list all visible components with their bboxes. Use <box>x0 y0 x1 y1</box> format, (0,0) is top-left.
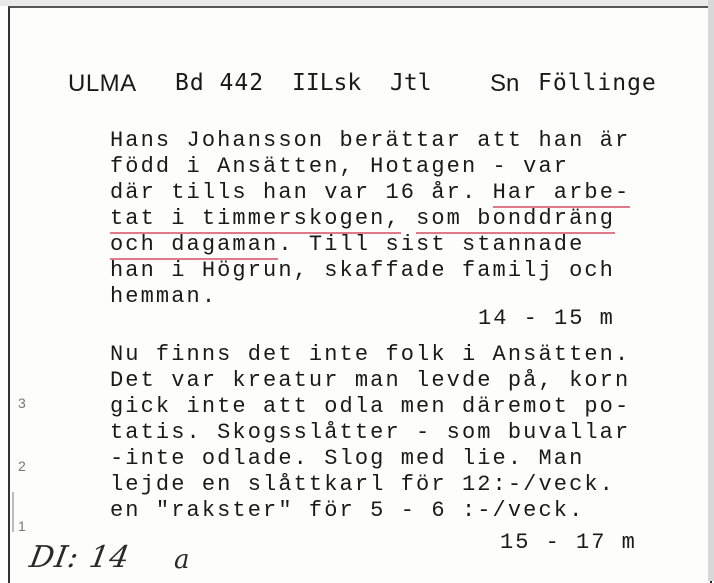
margin-tick <box>12 492 14 532</box>
text-line: tatis. Skogsslåtter - som buvallar <box>110 420 631 445</box>
underlined-text: tat i timmerskogen, <box>110 206 401 234</box>
text-line: en "rakster" för 5 - 6 :-/veck. <box>110 498 585 523</box>
margin-number: 2 <box>18 458 26 474</box>
recording-reference: 15 - 17 m <box>500 530 637 555</box>
text-line: född i Ansätten, Hotagen - var <box>110 154 570 179</box>
text-segment: där tills han var 16 år. <box>110 180 478 205</box>
recording-reference: 14 - 15 m <box>478 306 615 331</box>
parish-label: Sn <box>490 70 520 97</box>
archive-code: ULMA <box>68 70 137 97</box>
series-code: IILsk <box>292 70 362 96</box>
text-line: han i Högrun, skaffade familj och <box>110 258 615 283</box>
text-line: hemman. <box>110 284 218 309</box>
text-line: Det var kreatur man levde på, korn <box>110 368 631 393</box>
text-line: Hans Johansson berättar att han är <box>110 128 631 153</box>
text-line: gick inte att odla men däremot po- <box>110 394 631 419</box>
text-space <box>477 180 492 205</box>
parish-name: Föllinge <box>538 70 657 96</box>
text-line <box>110 180 630 206</box>
margin-number: 3 <box>18 395 26 411</box>
handwritten-signature-suffix: a <box>174 545 190 575</box>
region-code: Jtl <box>390 70 432 96</box>
text-line: -inte odlade. Slog med lie. Man <box>110 446 585 471</box>
underlined-text: som bonddräng <box>416 206 615 234</box>
text-line <box>110 232 584 258</box>
text-space <box>401 206 416 231</box>
text-line: lejde en slåttkarl för 12:-/veck. <box>110 472 615 497</box>
underlined-text: och dagaman <box>110 232 278 260</box>
text-line <box>110 206 615 232</box>
text-line: Nu finns det inte folk i Ansätten. <box>110 342 631 367</box>
underlined-text: Har arbe- <box>493 180 631 208</box>
margin-number: 1 <box>18 518 26 534</box>
text-segment: . Till sist stannade <box>278 232 585 257</box>
scan-edge-right <box>708 0 714 581</box>
handwritten-signature: DI: 14 <box>26 540 133 575</box>
volume-number: Bd 442 <box>175 70 265 96</box>
